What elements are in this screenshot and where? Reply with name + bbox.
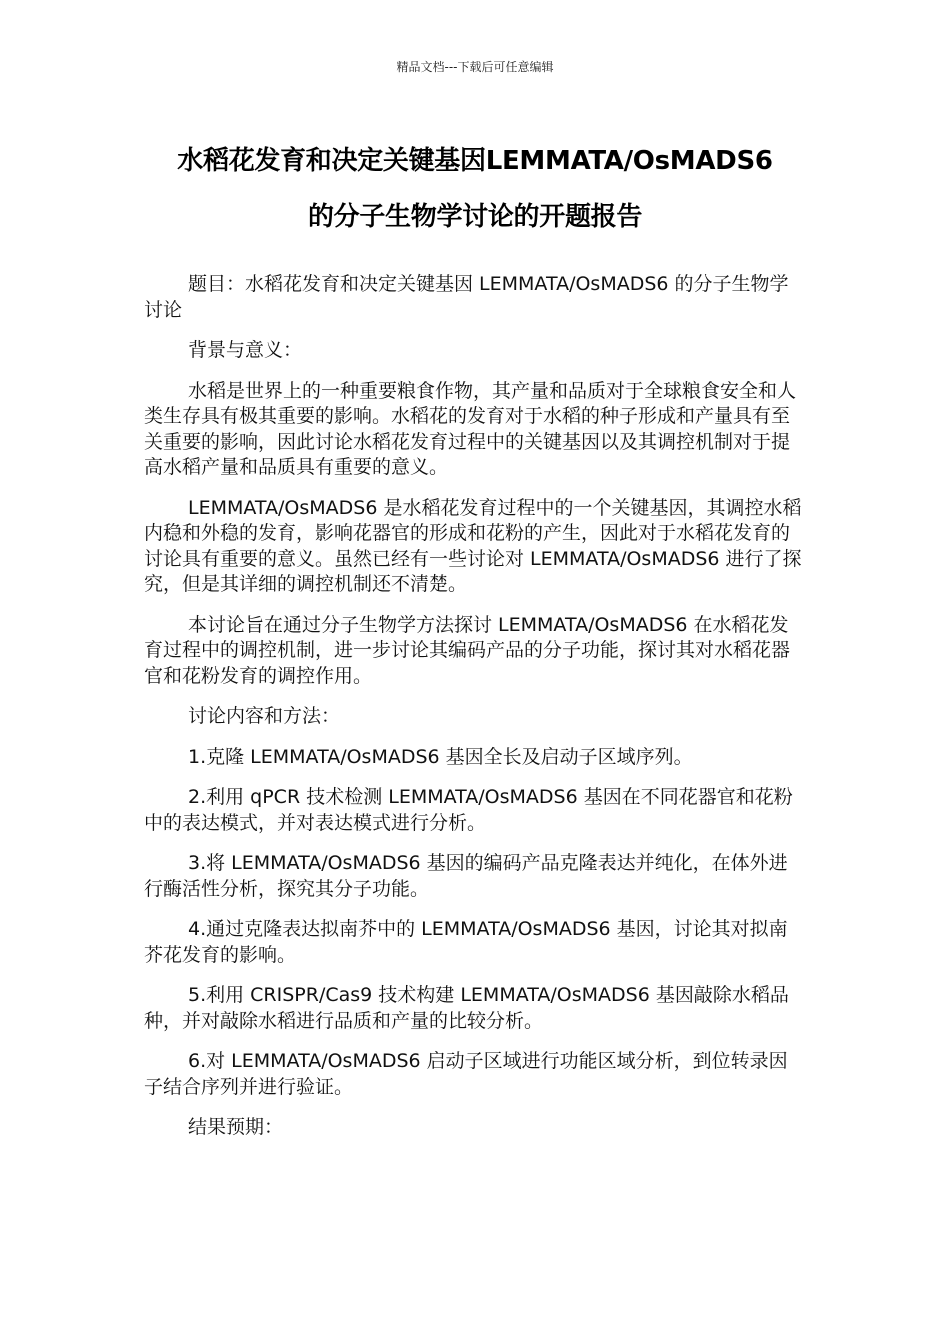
method-item-2: 2.利用 qPCR 技术检测 LEMMATA/OsMADS6 基因在不同花器官和花粉中的表达模式，并对表达模式进行分析。 [144,786,793,834]
document-title-line-2: 的分子生物学讨论的开题报告 [307,202,643,232]
heading-background: 背景与意义： [188,339,303,361]
method-item-5: 5.利用 CRISPR/Cas9 技术构建 LEMMATA/OsMADS6 基因敲除水稻品种，并对敲除水稻进行品质和产量的比较分析。 [144,984,789,1032]
paragraph-background-2: LEMMATA/OsMADS6 是水稻花发育过程中的一个关键基因，其调控水稻内稳和外稳的发育，影响花器官的形成和花粉的产生，因此对于水稻花发育的讨论具有重要的意义。虽然已经有一些讨论对 LEMMATA/OsMADS6 进行了探究，但是其详细的调控机制还不清楚。 [144,496,802,595]
paragraph-topic: 题目：水稻花发育和决定关键基因 LEMMATA/OsMADS6 的分子生物学讨论 [144,273,789,321]
method-item-4: 4.通过克隆表达拟南芥中的 LEMMATA/OsMADS6 基因，讨论其对拟南芥花发育的影响。 [144,918,788,966]
heading-expected-results: 结果预期： [188,1116,284,1138]
method-item-6: 6.对 LEMMATA/OsMADS6 启动子区域进行功能区域分析，到位转录因子结合序列并进行验证。 [144,1050,788,1098]
header-note: 精品文档---下载后可任意编辑 [396,60,554,74]
document-body [144,272,804,1156]
paragraph-background-1: 水稻是世界上的一种重要粮食作物，其产量和品质对于全球粮食安全和人类生存具有极其重要的影响。水稻花的发育对于水稻的种子形成和产量具有至关重要的影响，因此讨论水稻花发育过程中的关键基因以及其调控机制对于提高水稻产量和品质具有重要的意义。 [144,379,797,478]
document-title-line-1: 水稻花发育和决定关键基因LEMMATA/OsMADS6 [177,146,773,176]
method-item-1: 1.克隆 LEMMATA/OsMADS6 基因全长及启动子区域序列。 [188,745,693,768]
paragraph-aim: 本讨论旨在通过分子生物学方法探讨 LEMMATA/OsMADS6 在水稻花发育过程中的调控机制，进一步讨论其编码产品的分子功能，探讨其对水稻花器官和花粉发育的调控作用。 [144,613,791,687]
method-item-3: 3.将 LEMMATA/OsMADS6 基因的编码产品克隆表达并纯化，在体外进行酶活性分析，探究其分子功能。 [144,852,788,900]
heading-methods: 讨论内容和方法： [188,705,341,727]
